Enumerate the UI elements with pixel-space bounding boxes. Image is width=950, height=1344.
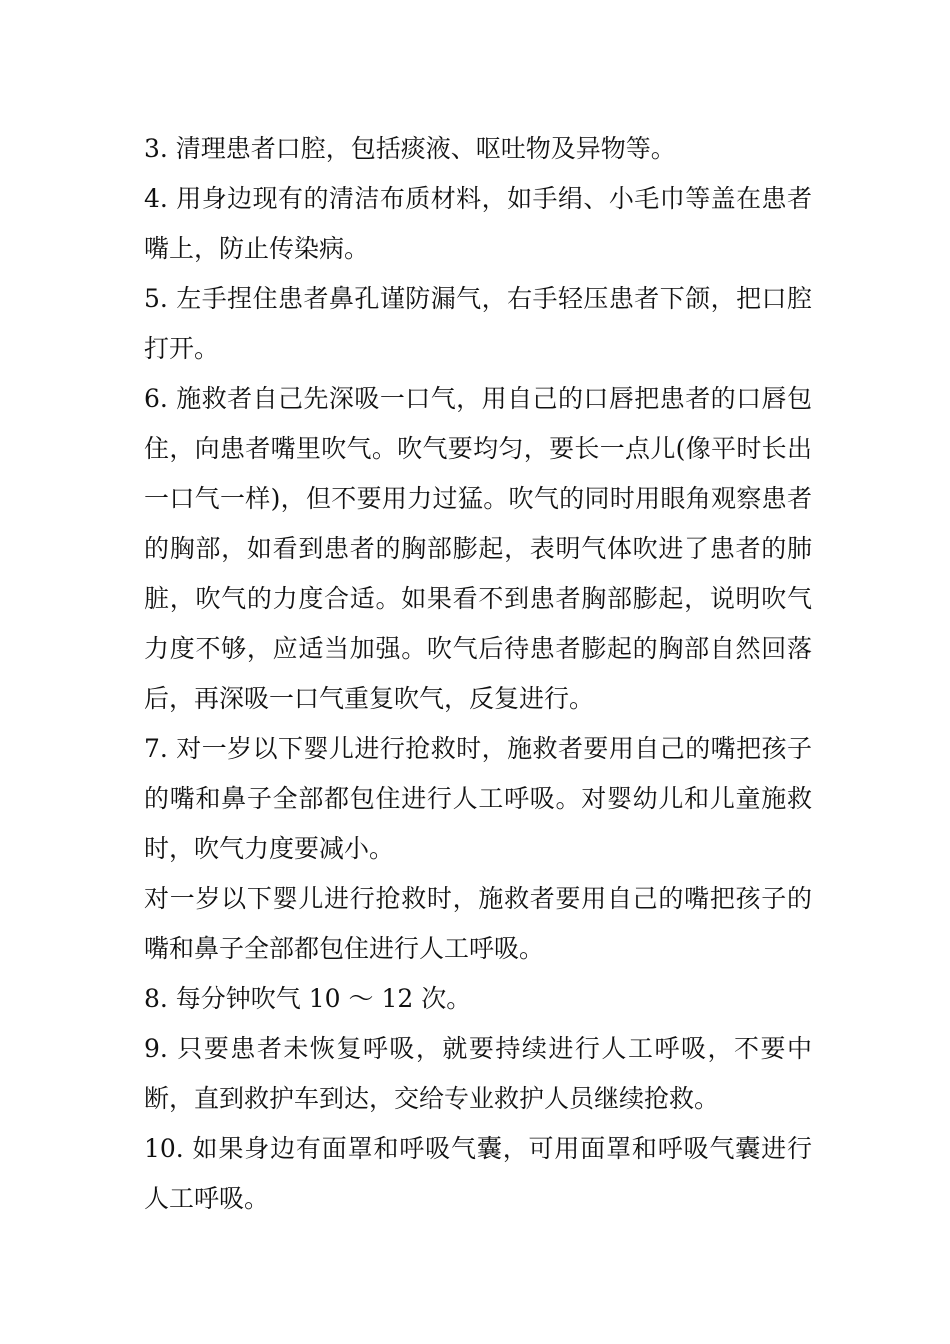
paragraph-step-6: 6. 施救者自己先深吸一口气，用自己的口唇把患者的口唇包住，向患者嘴里吹气。吹气要均匀，要长一点儿(像平时长出一口气一样)，但不要用力过猛。吹气的同时用眼角观察患者的胸部，如看到患者的胸部膨起，表明气体吹进了患者的肺脏，吹气的力度合适。如果看不到患者胸部膨起，说明吹气力度不够，应适当加强。吹气后待患者膨起的胸部自然回落后，再深吸一口气重复吹气，反复进行。: [144, 384, 812, 713]
paragraph-step-8: 8. 每分钟吹气 10 ～ 12 次。: [144, 984, 472, 1013]
paragraph-step-3: 3. 清理患者口腔，包括痰液、呕吐物及异物等。: [144, 134, 676, 163]
paragraph-step-7: 7. 对一岁以下婴儿进行抢救时，施救者要用自己的嘴把孩子的嘴和鼻子全部都包住进行人工呼吸。对婴幼儿和儿童施救时，吹气力度要减小。: [144, 734, 812, 863]
paragraph-step-9: 9. 只要患者未恢复呼吸，就要持续进行人工呼吸，不要中断，直到救护车到达，交给专业救护人员继续抢救。: [144, 1034, 812, 1113]
document-body: [144, 124, 812, 1224]
paragraph-infant-note: 对一岁以下婴儿进行抢救时，施救者要用自己的嘴把孩子的嘴和鼻子全部都包住进行人工呼吸。: [144, 884, 812, 963]
paragraph-step-4: 4. 用身边现有的清洁布质材料，如手绢、小毛巾等盖在患者嘴上，防止传染病。: [144, 184, 812, 263]
paragraph-step-10: 10. 如果身边有面罩和呼吸气囊，可用面罩和呼吸气囊进行人工呼吸。: [144, 1134, 812, 1213]
paragraph-step-5: 5. 左手捏住患者鼻孔谨防漏气，右手轻压患者下颌，把口腔打开。: [144, 284, 812, 363]
